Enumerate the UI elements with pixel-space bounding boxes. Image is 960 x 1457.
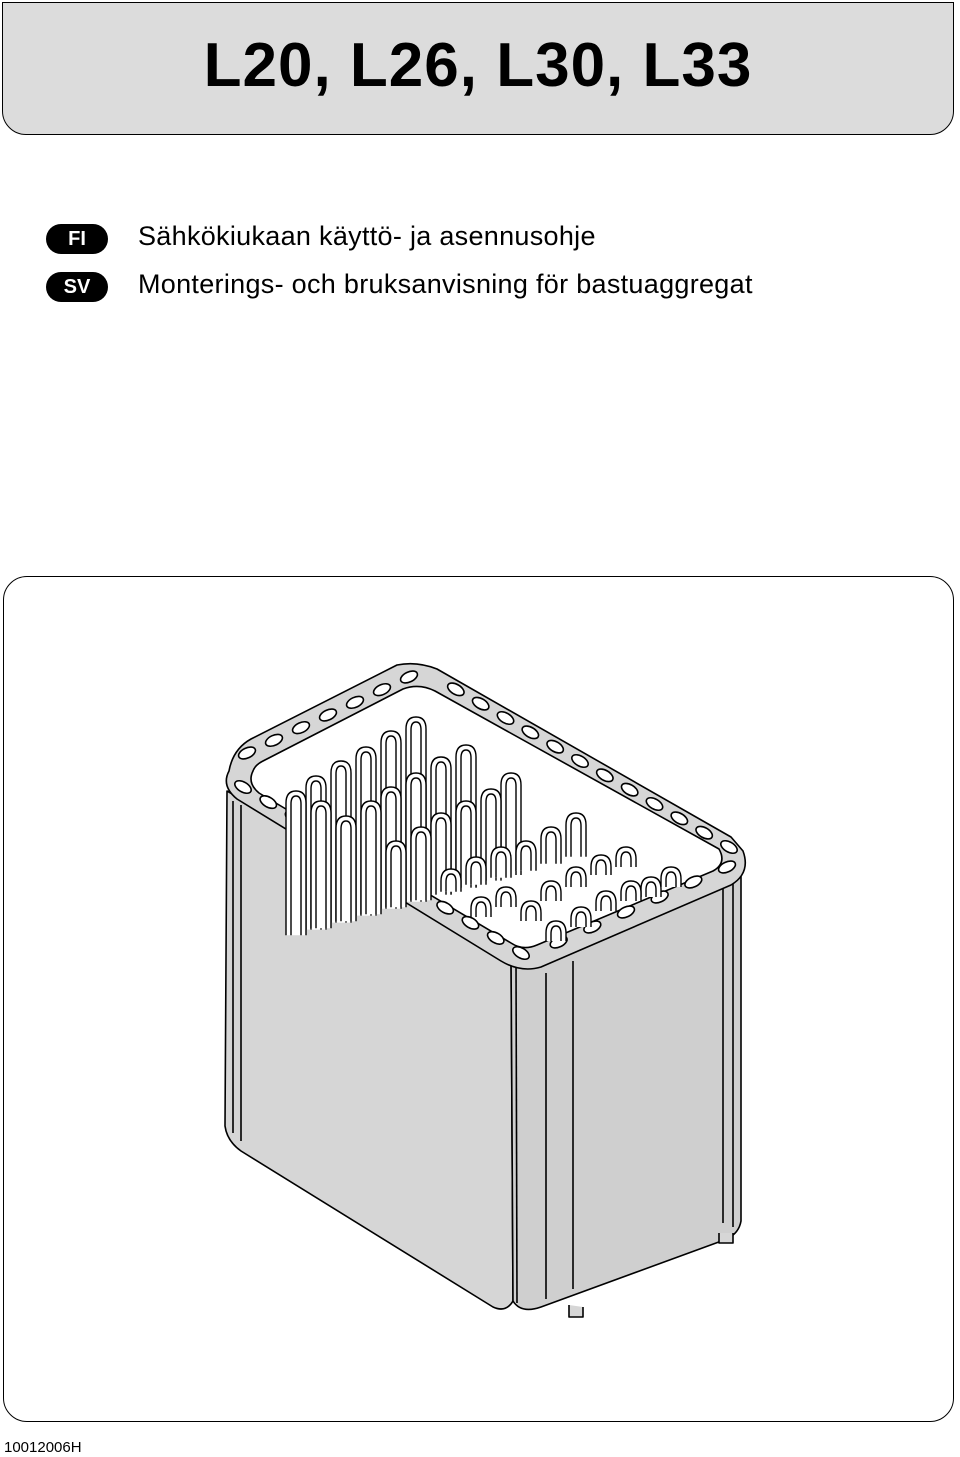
title-banner xyxy=(2,2,954,135)
heating-element xyxy=(361,801,381,914)
heating-element xyxy=(286,791,306,935)
heating-element xyxy=(566,813,586,857)
language-title-fi: Sähkökiukaan käyttö- ja asennusohje xyxy=(138,221,596,251)
language-badge-sv: SV xyxy=(46,272,108,302)
product-illustration-frame xyxy=(3,576,954,1422)
language-badge-fi: FI xyxy=(46,224,108,254)
heating-element xyxy=(616,847,636,867)
heating-element xyxy=(411,827,431,900)
language-row-fi xyxy=(46,221,596,254)
heater-foot-front xyxy=(569,1305,583,1317)
heating-element xyxy=(441,869,461,892)
heating-element xyxy=(541,881,561,901)
document-code: 10012006H xyxy=(4,1439,82,1456)
language-title-sv: Monterings- och bruksanvisning för bastuaggregat xyxy=(138,269,753,299)
heating-element xyxy=(311,801,331,928)
heating-element xyxy=(336,816,356,921)
heating-element xyxy=(641,877,661,897)
heating-element xyxy=(596,891,616,911)
heating-element xyxy=(546,921,566,941)
heating-element xyxy=(621,881,641,901)
heating-element xyxy=(386,841,406,907)
heating-element xyxy=(471,897,491,917)
heating-element xyxy=(496,887,516,907)
heating-element xyxy=(591,855,611,875)
language-row-sv xyxy=(46,269,753,302)
sauna-heater-illustration xyxy=(4,577,955,1423)
heating-element xyxy=(661,867,681,887)
heating-element xyxy=(566,867,586,887)
heater-foot-right xyxy=(719,1233,733,1243)
page-title: L20, L26, L30, L33 xyxy=(203,31,753,100)
heating-element xyxy=(466,857,486,885)
heating-element xyxy=(521,901,541,921)
heating-element xyxy=(571,907,591,927)
